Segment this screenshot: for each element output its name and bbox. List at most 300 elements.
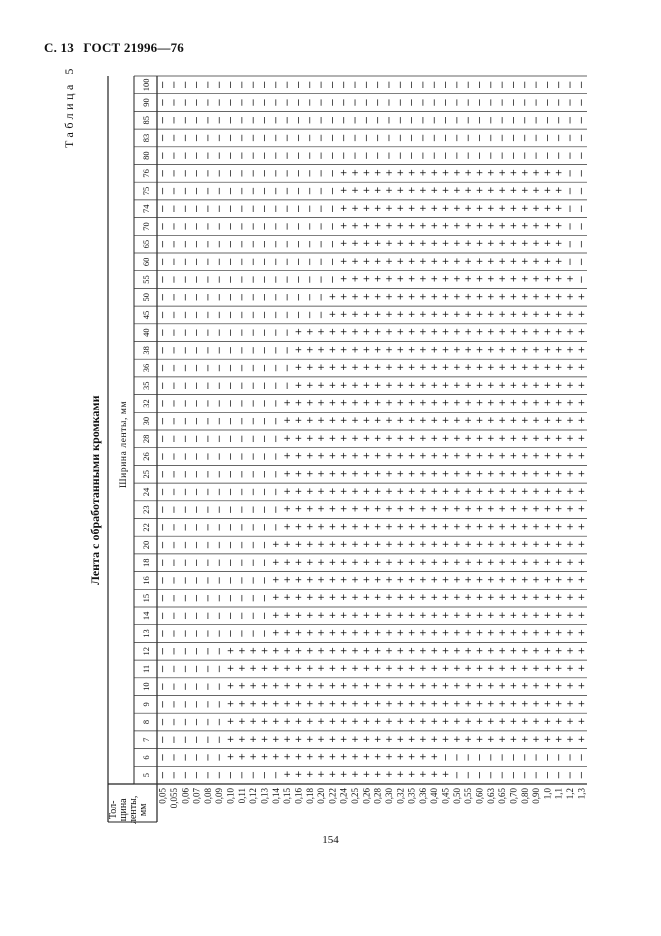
cell-plus: + <box>453 557 461 568</box>
cell-plus: + <box>498 292 506 303</box>
thickness-value: 0,12 <box>248 788 259 804</box>
cell-plus: + <box>532 380 540 391</box>
cell-plus: + <box>407 274 416 285</box>
cell-plus: + <box>487 186 495 197</box>
cell-plus: + <box>385 256 393 267</box>
cell-plus: + <box>272 663 280 674</box>
cell-plus: + <box>532 327 540 338</box>
stub-header-line: Тол- <box>108 800 119 820</box>
cell-plus: + <box>441 734 450 745</box>
cell-plus: + <box>362 628 371 639</box>
cell-plus: + <box>419 274 427 285</box>
cell-plus: + <box>487 221 495 232</box>
cell-plus: + <box>566 663 574 674</box>
cell-plus: + <box>543 593 552 604</box>
cell-plus: + <box>385 646 393 657</box>
thickness-value: 0,80 <box>519 788 530 804</box>
cell-plus: + <box>453 327 461 338</box>
cell-plus: + <box>464 239 472 250</box>
cell-plus: + <box>407 469 416 480</box>
cell-plus: + <box>407 734 416 745</box>
cell-plus: + <box>464 593 472 604</box>
cell-plus: + <box>407 327 416 338</box>
cell-plus: + <box>328 309 337 320</box>
cell-plus: + <box>385 363 393 374</box>
cell-plus: + <box>520 168 529 179</box>
thickness-value: 1,1 <box>553 788 564 800</box>
cell-plus: + <box>475 593 484 604</box>
cell-plus: + <box>373 398 382 409</box>
cell-plus: + <box>509 593 518 604</box>
cell-plus: + <box>441 221 450 232</box>
cell-plus: + <box>385 239 393 250</box>
cell-plus: + <box>554 557 563 568</box>
cell-plus: + <box>520 239 529 250</box>
cell-plus: + <box>487 628 495 639</box>
cell-plus: + <box>339 380 348 391</box>
cell-plus: + <box>577 327 586 338</box>
cell-plus: + <box>283 699 291 710</box>
cell-plus: + <box>407 239 416 250</box>
cell-plus: + <box>498 469 506 480</box>
cell-plus: + <box>532 186 540 197</box>
cell-plus: + <box>498 186 506 197</box>
cell-plus: + <box>362 256 371 267</box>
width-value: 9 <box>141 702 151 707</box>
cell-plus: + <box>543 309 552 320</box>
cell-plus: + <box>430 557 439 568</box>
cell-plus: + <box>509 380 518 391</box>
cell-plus: + <box>385 309 393 320</box>
cell-plus: + <box>419 309 427 320</box>
cell-plus: + <box>249 663 257 674</box>
cell-plus: + <box>339 345 348 356</box>
cell-plus: + <box>305 752 314 763</box>
cell-plus: + <box>407 486 416 497</box>
cell-plus: + <box>509 699 518 710</box>
cell-plus: + <box>396 416 405 427</box>
cell-plus: + <box>475 416 484 427</box>
cell-plus: + <box>328 575 337 586</box>
cell-plus: + <box>487 469 495 480</box>
cell-plus: + <box>543 274 552 285</box>
cell-plus: + <box>441 239 450 250</box>
cell-plus: + <box>554 398 563 409</box>
cell-plus: + <box>385 345 393 356</box>
cell-plus: + <box>520 433 529 444</box>
cell-plus: + <box>543 504 552 515</box>
width-value: 16 <box>141 576 151 585</box>
cell-plus: + <box>543 734 552 745</box>
cell-plus: + <box>317 416 325 427</box>
cell-plus: + <box>283 610 291 621</box>
cell-plus: + <box>554 540 563 551</box>
cell-plus: + <box>498 486 506 497</box>
cell-plus: + <box>407 345 416 356</box>
cell-plus: + <box>532 239 540 250</box>
cell-plus: + <box>475 345 484 356</box>
cell-plus: + <box>430 610 439 621</box>
cell-plus: + <box>520 557 529 568</box>
width-header: Ширина ленты, мм <box>119 400 129 488</box>
cell-plus: + <box>532 274 540 285</box>
cell-plus: + <box>441 416 450 427</box>
cell-plus: + <box>385 681 393 692</box>
cell-plus: + <box>351 416 359 427</box>
width-value: 6 <box>141 755 151 760</box>
cell-plus: + <box>577 345 586 356</box>
cell-plus: + <box>283 752 291 763</box>
cell-plus: + <box>509 451 518 462</box>
cell-plus: + <box>532 451 540 462</box>
cell-plus: + <box>566 540 574 551</box>
cell-plus: + <box>385 186 393 197</box>
cell-plus: + <box>543 380 552 391</box>
width-value: 76 <box>141 169 151 178</box>
cell-plus: + <box>520 663 529 674</box>
cell-plus: + <box>362 504 371 515</box>
cell-plus: + <box>475 380 484 391</box>
width-value: 85 <box>141 116 151 125</box>
cell-plus: + <box>475 256 484 267</box>
cell-plus: + <box>543 433 552 444</box>
cell-plus: + <box>475 398 484 409</box>
cell-plus: + <box>385 504 393 515</box>
cell-plus: + <box>453 593 461 604</box>
cell-plus: + <box>272 540 280 551</box>
cell-plus: + <box>317 451 325 462</box>
cell-plus: + <box>464 646 472 657</box>
cell-plus: + <box>520 575 529 586</box>
cell-plus: + <box>430 522 439 533</box>
cell-plus: + <box>272 752 280 763</box>
cell-plus: + <box>419 646 427 657</box>
cell-plus: + <box>441 628 450 639</box>
cell-plus: + <box>385 770 393 781</box>
thickness-value: 0,50 <box>451 788 462 804</box>
cell-plus: + <box>487 681 495 692</box>
cell-plus: + <box>464 575 472 586</box>
cell-plus: + <box>305 628 314 639</box>
cell-plus: + <box>430 628 439 639</box>
cell-plus: + <box>294 681 303 692</box>
cell-plus: + <box>532 398 540 409</box>
cell-plus: + <box>373 522 382 533</box>
cell-plus: + <box>430 327 439 338</box>
cell-plus: + <box>385 522 393 533</box>
cell-plus: + <box>328 345 337 356</box>
cell-plus: + <box>385 433 393 444</box>
cell-plus: + <box>487 451 495 462</box>
thickness-value: 0,08 <box>202 788 213 804</box>
cell-plus: + <box>543 327 552 338</box>
cell-plus: + <box>283 717 291 728</box>
cell-plus: + <box>487 363 495 374</box>
cell-plus: + <box>396 504 405 515</box>
cell-plus: + <box>464 734 472 745</box>
cell-plus: + <box>577 681 586 692</box>
cell-plus: + <box>453 363 461 374</box>
cell-plus: + <box>362 717 371 728</box>
cell-plus: + <box>543 451 552 462</box>
cell-plus: + <box>543 416 552 427</box>
cell-plus: + <box>532 203 540 214</box>
cell-plus: + <box>498 239 506 250</box>
cell-plus: + <box>305 522 314 533</box>
cell-plus: + <box>532 717 540 728</box>
cell-plus: + <box>328 734 337 745</box>
cell-plus: + <box>487 168 495 179</box>
cell-plus: + <box>453 717 461 728</box>
cell-plus: + <box>464 504 472 515</box>
cell-plus: + <box>385 557 393 568</box>
cell-plus: + <box>419 363 427 374</box>
cell-plus: + <box>419 610 427 621</box>
cell-plus: + <box>294 398 303 409</box>
page-number-header: С. 13 <box>44 40 74 55</box>
cell-plus: + <box>305 540 314 551</box>
cell-plus: + <box>487 734 495 745</box>
cell-plus: + <box>407 663 416 674</box>
cell-plus: + <box>532 416 540 427</box>
cell-plus: + <box>441 575 450 586</box>
cell-plus: + <box>487 522 495 533</box>
cell-plus: + <box>396 327 405 338</box>
cell-plus: + <box>475 504 484 515</box>
cell-plus: + <box>554 663 563 674</box>
cell-plus: + <box>351 752 359 763</box>
cell-plus: + <box>543 486 552 497</box>
cell-plus: + <box>419 416 427 427</box>
cell-plus: + <box>407 610 416 621</box>
cell-plus: + <box>305 646 314 657</box>
cell-plus: + <box>328 646 337 657</box>
cell-plus: + <box>543 363 552 374</box>
cell-plus: + <box>520 327 529 338</box>
cell-plus: + <box>498 575 506 586</box>
cell-plus: + <box>554 610 563 621</box>
cell-plus: + <box>543 292 552 303</box>
cell-plus: + <box>385 540 393 551</box>
cell-plus: + <box>498 663 506 674</box>
cell-plus: + <box>520 486 529 497</box>
cell-plus: + <box>339 168 348 179</box>
cell-plus: + <box>475 168 484 179</box>
cell-plus: + <box>351 256 359 267</box>
cell-plus: + <box>328 681 337 692</box>
cell-plus: + <box>577 522 586 533</box>
cell-plus: + <box>532 557 540 568</box>
cell-plus: + <box>487 433 495 444</box>
cell-plus: + <box>339 239 348 250</box>
cell-plus: + <box>396 186 405 197</box>
cell-plus: + <box>351 770 359 781</box>
cell-plus: + <box>339 646 348 657</box>
cell-plus: + <box>464 168 472 179</box>
cell-plus: + <box>407 522 416 533</box>
cell-plus: + <box>407 203 416 214</box>
cell-plus: + <box>509 681 518 692</box>
cell-plus: + <box>441 681 450 692</box>
cell-plus: + <box>351 557 359 568</box>
cell-plus: + <box>577 504 586 515</box>
cell-plus: + <box>362 380 371 391</box>
width-value: 36 <box>141 363 151 373</box>
cell-plus: + <box>520 522 529 533</box>
cell-plus: + <box>475 734 484 745</box>
cell-plus: + <box>441 256 450 267</box>
width-value: 32 <box>141 399 151 408</box>
cell-plus: + <box>226 646 235 657</box>
cell-plus: + <box>498 681 506 692</box>
cell-plus: + <box>566 380 574 391</box>
cell-plus: + <box>487 274 495 285</box>
cell-plus: + <box>260 699 269 710</box>
cell-plus: + <box>532 575 540 586</box>
cell-plus: + <box>475 186 484 197</box>
width-value: 8 <box>141 719 151 725</box>
cell-plus: + <box>385 292 393 303</box>
cell-plus: + <box>554 309 563 320</box>
cell-plus: + <box>520 363 529 374</box>
cell-plus: + <box>566 522 574 533</box>
cell-plus: + <box>373 345 382 356</box>
thickness-value: 0,26 <box>361 788 372 804</box>
thickness-value: 0,14 <box>270 788 281 804</box>
cell-plus: + <box>453 221 461 232</box>
cell-plus: + <box>554 327 563 338</box>
cell-plus: + <box>430 345 439 356</box>
cell-plus: + <box>441 363 450 374</box>
cell-plus: + <box>283 469 291 480</box>
thickness-value: 0,35 <box>406 788 417 804</box>
cell-plus: + <box>453 486 461 497</box>
cell-plus: + <box>396 646 405 657</box>
cell-plus: + <box>520 469 529 480</box>
cell-plus: + <box>226 734 235 745</box>
cell-plus: + <box>498 256 506 267</box>
cell-plus: + <box>464 416 472 427</box>
cell-plus: + <box>339 504 348 515</box>
cell-plus: + <box>272 717 280 728</box>
thickness-value: 0,40 <box>429 788 440 804</box>
cell-plus: + <box>305 734 314 745</box>
cell-plus: + <box>554 593 563 604</box>
cell-plus: + <box>362 416 371 427</box>
cell-plus: + <box>453 256 461 267</box>
cell-plus: + <box>407 699 416 710</box>
cell-plus: + <box>317 699 325 710</box>
cell-plus: + <box>305 663 314 674</box>
cell-plus: + <box>464 469 472 480</box>
cell-plus: + <box>328 699 337 710</box>
cell-plus: + <box>328 663 337 674</box>
cell-plus: + <box>487 646 495 657</box>
cell-plus: + <box>339 575 348 586</box>
cell-plus: + <box>396 380 405 391</box>
cell-plus: + <box>509 363 518 374</box>
cell-plus: + <box>407 363 416 374</box>
cell-plus: + <box>487 380 495 391</box>
cell-plus: + <box>464 221 472 232</box>
cell-plus: + <box>317 380 325 391</box>
cell-plus: + <box>317 557 325 568</box>
cell-plus: + <box>407 752 416 763</box>
cell-plus: + <box>351 628 359 639</box>
cell-plus: + <box>430 486 439 497</box>
cell-plus: + <box>328 486 337 497</box>
cell-plus: + <box>566 628 574 639</box>
cell-plus: + <box>520 734 529 745</box>
thickness-value: 0,22 <box>327 788 338 804</box>
cell-plus: + <box>498 646 506 657</box>
cell-plus: + <box>509 309 518 320</box>
cell-plus: + <box>396 628 405 639</box>
cell-plus: + <box>520 540 529 551</box>
cell-plus: + <box>249 752 257 763</box>
cell-plus: + <box>407 398 416 409</box>
cell-plus: + <box>566 681 574 692</box>
cell-plus: + <box>396 770 405 781</box>
cell-plus: + <box>498 363 506 374</box>
cell-plus: + <box>407 256 416 267</box>
cell-plus: + <box>396 256 405 267</box>
cell-plus: + <box>373 416 382 427</box>
cell-plus: + <box>294 522 303 533</box>
cell-plus: + <box>487 398 495 409</box>
cell-plus: + <box>305 557 314 568</box>
cell-plus: + <box>532 646 540 657</box>
cell-plus: + <box>283 663 291 674</box>
cell-plus: + <box>407 221 416 232</box>
cell-plus: + <box>373 168 382 179</box>
cell-plus: + <box>362 486 371 497</box>
cell-plus: + <box>272 646 280 657</box>
cell-plus: + <box>396 752 405 763</box>
cell-plus: + <box>566 451 574 462</box>
cell-plus: + <box>487 345 495 356</box>
cell-plus: + <box>419 522 427 533</box>
cell-plus: + <box>351 504 359 515</box>
cell-plus: + <box>566 486 574 497</box>
cell-plus: + <box>373 309 382 320</box>
cell-plus: + <box>464 610 472 621</box>
cell-plus: + <box>260 663 269 674</box>
width-value: 74 <box>141 204 151 213</box>
cell-plus: + <box>453 345 461 356</box>
cell-plus: + <box>373 239 382 250</box>
cell-plus: + <box>554 699 563 710</box>
cell-plus: + <box>362 681 371 692</box>
cell-plus: + <box>487 610 495 621</box>
cell-plus: + <box>328 363 337 374</box>
cell-plus: + <box>305 717 314 728</box>
thickness-value: 1,2 <box>565 788 576 800</box>
cell-plus: + <box>498 699 506 710</box>
cell-plus: + <box>339 292 348 303</box>
cell-plus: + <box>487 486 495 497</box>
thickness-value: 0,10 <box>225 788 236 804</box>
cell-plus: + <box>294 575 303 586</box>
cell-plus: + <box>407 628 416 639</box>
cell-plus: + <box>396 699 405 710</box>
cell-plus: + <box>441 398 450 409</box>
cell-plus: + <box>509 239 518 250</box>
cell-plus: + <box>498 221 506 232</box>
width-value: 5 <box>141 773 151 778</box>
cell-plus: + <box>407 717 416 728</box>
cell-plus: + <box>373 752 382 763</box>
